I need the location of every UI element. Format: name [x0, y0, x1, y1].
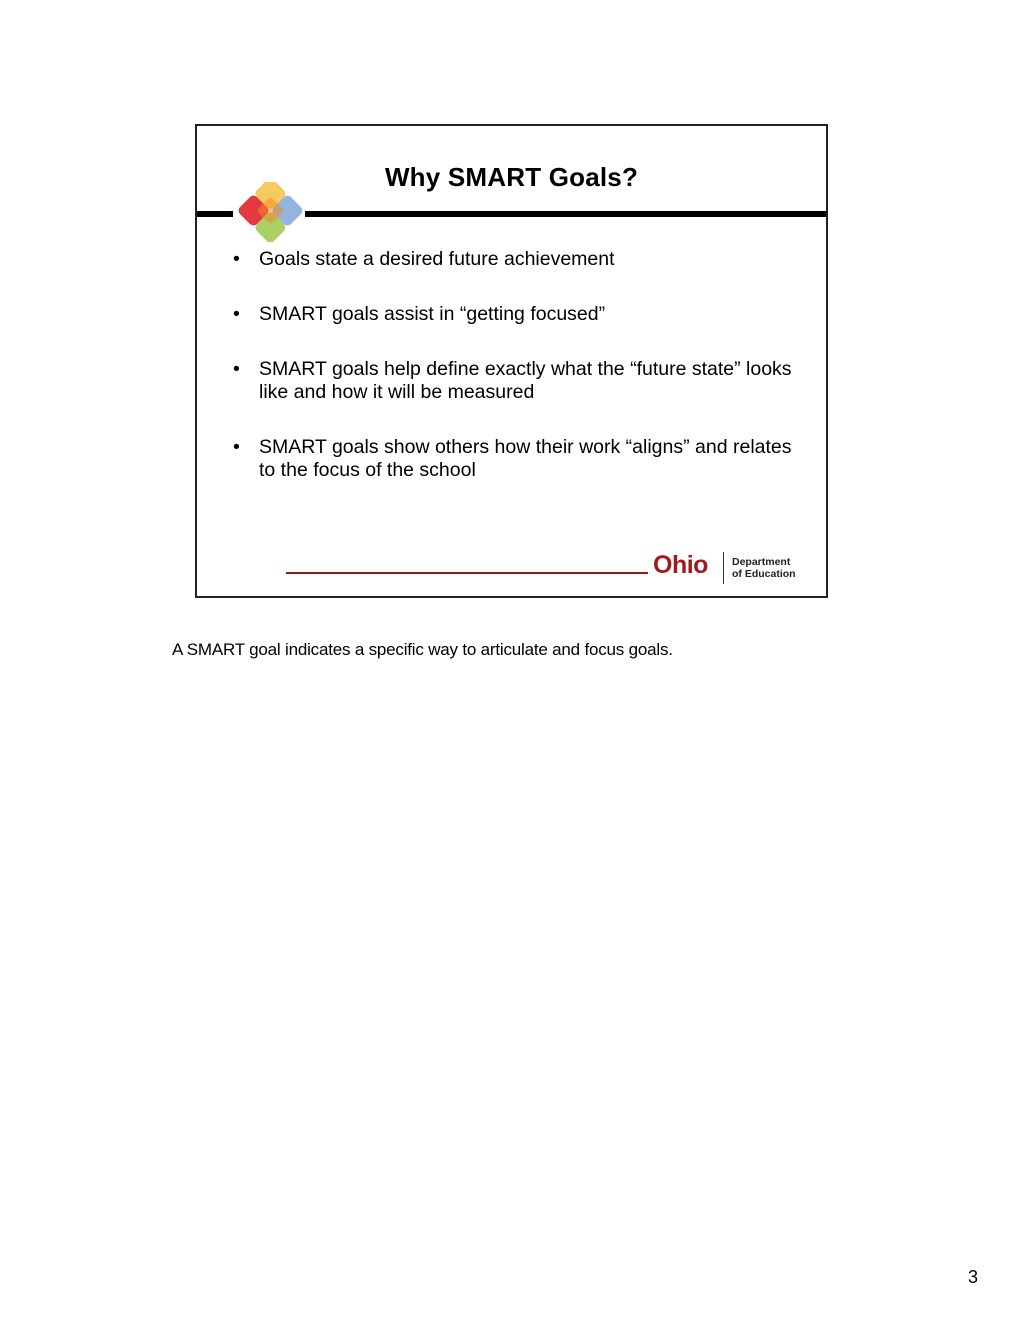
- bullet-item: [233, 358, 793, 404]
- bullet-symbol: •: [233, 303, 240, 325]
- title-rule-right: [305, 211, 826, 217]
- bullet-text: SMART goals assist in “getting focused”: [259, 303, 606, 325]
- bullet-symbol: •: [233, 358, 240, 380]
- bullet-item: [233, 248, 793, 271]
- department-label: [732, 556, 796, 580]
- bullet-symbol: •: [233, 248, 240, 270]
- footer-line: [286, 572, 648, 574]
- ohio-logo-text: Ohio: [653, 551, 708, 579]
- bullet-item: [233, 303, 793, 326]
- bullet-list: [233, 248, 793, 514]
- slide-frame: [195, 124, 828, 598]
- slide-title: Why SMART Goals?: [384, 162, 639, 192]
- department-line-1: Department: [732, 556, 791, 568]
- bullet-item: [233, 436, 793, 482]
- ode-logo-mark-icon: [233, 182, 305, 242]
- bullet-text: SMART goals show others how their work “aligns” and relates to the focus of the school: [259, 436, 792, 481]
- bullet-symbol: •: [233, 436, 240, 458]
- bullet-text: SMART goals help define exactly what the “future state” looks like and how it will be measured: [259, 358, 792, 403]
- page-number: 3: [968, 1267, 979, 1287]
- title-rule-left: [197, 211, 233, 217]
- speaker-note: A SMART goal indicates a specific way to articulate and focus goals.: [172, 640, 673, 659]
- logo-divider: [723, 552, 724, 584]
- bullet-text: Goals state a desired future achievement: [259, 248, 615, 270]
- department-line-2: of Education: [732, 568, 796, 580]
